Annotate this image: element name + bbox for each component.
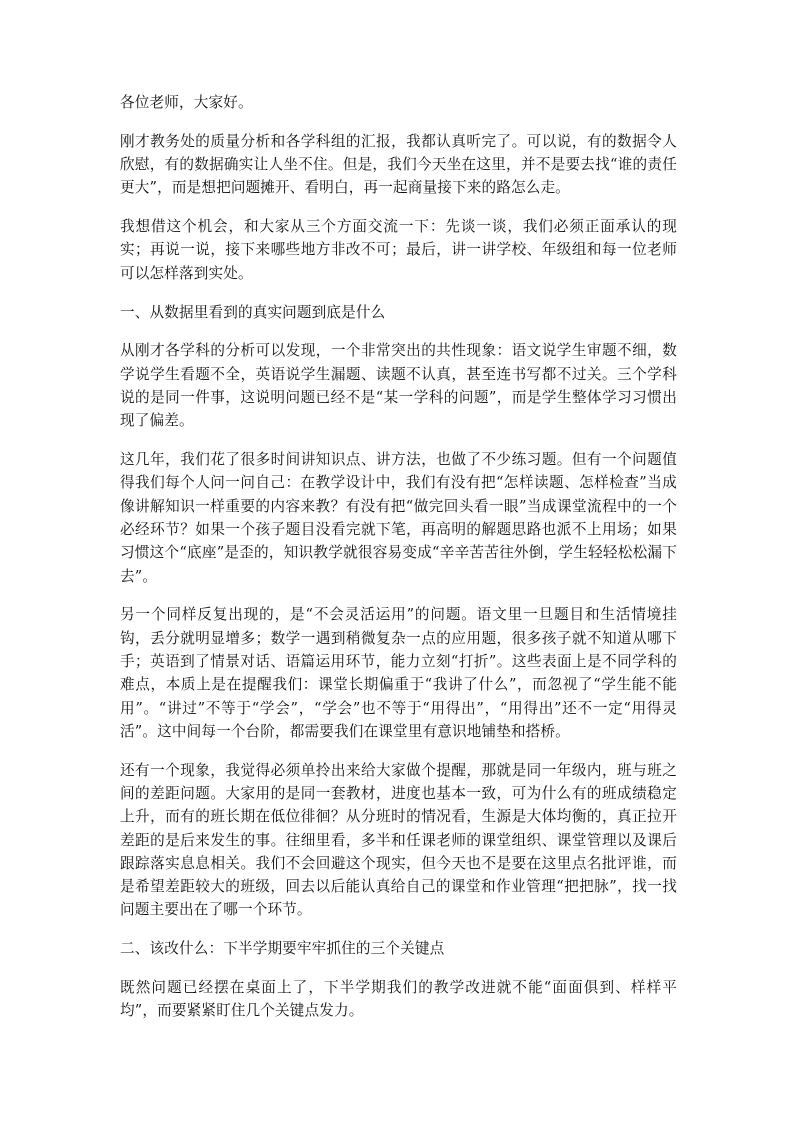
greeting-paragraph: 各位老师，大家好。 bbox=[120, 94, 253, 111]
document-body bbox=[120, 91, 677, 1038]
intro-paragraph: 刚才教务处的质量分析和各学科组的汇报，我都认真听完了。可以说，有的数据令人欣慰，有的数据确实让人坐不住。但是，我们今天坐在这里，并不是要去找“谁的责任更大”，而是想把问题摊开、看明白，再一起商量接下来的路怎么走。 bbox=[120, 132, 677, 197]
body-paragraph: 还有一个现象，我觉得必须单拎出来给大家做个提醒，那就是同一年级内，班与班之间的差距问题。大家用的是同一套教材，进度也基本一致，可为什么有的班成绩稳定上升，而有的班长期在低位徘徊？从分班时的情况看，生源是大体均衡的，真正拉开差距的是后来发生的事。往细里看，多半和任课老师的课堂组织、课堂管理以及课后跟踪落实息息相关。我们不会回避这个现实，但今天也不是要在这里点名批评谁，而是希望差距较大的班级，回去以后能认真给自己的课堂和作业管理“把把脉”，找一找问题主要出在了哪一个环节。 bbox=[120, 761, 677, 919]
body-paragraph: 这几年，我们花了很多时间讲知识点、讲方法，也做了不少练习题。但有一个问题值得我们每个人问一问自己：在教学设计中，我们有没有把“怎样读题、怎样检查”当成像讲解知识一样重要的内容来教？有没有把“做完回头看一眼”当成课堂流程中的一个必经环节？如果一个孩子题目没看完就下笔，再高明的解题思路也派不上用场；如果习惯这个“底座”是歪的，知识教学就很容易变成“辛辛苦苦往外倒，学生轻轻松松漏下去”。 bbox=[120, 451, 677, 585]
body-paragraph: 从刚才各学科的分析可以发现，一个非常突出的共性现象：语文说学生审题不细，数学说学生看题不全，英语说学生漏题、读题不认真，甚至连书写都不过关。三个学科说的是同一件事，这说明问题已经不是“某一学科的问题”，而是学生整体学习习惯出现了偏差。 bbox=[120, 342, 677, 430]
section-heading-1: 一、从数据里看到的真实问题到底是什么 bbox=[120, 303, 386, 321]
body-paragraph: 既然问题已经摆在桌面上了，下半学期我们的教学改进就不能“面面俱到、样样平均”，而要紧紧盯住几个关键点发力。 bbox=[120, 979, 677, 1020]
body-paragraph: 另一个同样反复出现的，是“不会灵活运用”的问题。语文里一旦题目和生活情境挂钩，丢分就明显增多；数学一遇到稍微复杂一点的应用题，很多孩子就不知道从哪下手；英语到了情景对话、语篇运用环节，能力立刻“打折”。这些表面上是不同学科的难点，本质上是在提醒我们：课堂长期偏重于“我讲了什么”，而忽视了“学生能不能用”。“讲过”不等于“学会”，“学会”也不等于“用得出”，“用得出”还不一定“用得灵活”。这中间每一个台阶，都需要我们在课堂里有意识地铺垫和搭桥。 bbox=[120, 606, 677, 740]
section-heading-2: 二、该改什么：下半学期要牢牢抓住的三个关键点 bbox=[120, 940, 445, 958]
outline-paragraph: 我想借这个机会，和大家从三个方面交流一下：先谈一谈，我们必须正面承认的现实；再说一说，接下来哪些地方非改不可；最后，讲一讲学校、年级组和每一位老师可以怎样落到实处。 bbox=[120, 218, 677, 282]
